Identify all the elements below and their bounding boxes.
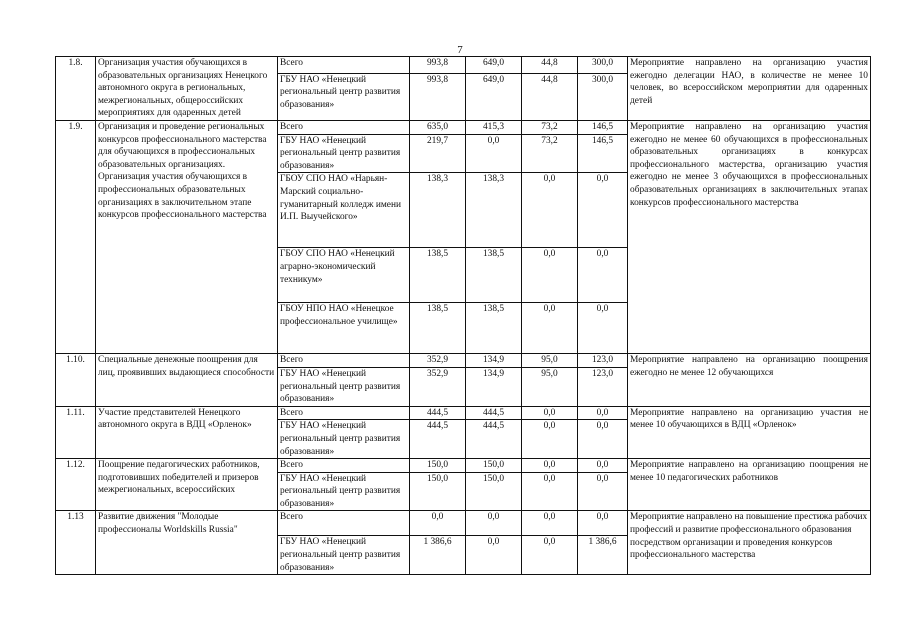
executor-label: ГБУ НАО «Ненецкий региональный центр развития образования» <box>278 367 410 406</box>
executor-label: ГБОУ СПО НАО «Нарьян-Марский социально-гуманитарный колледж имени И.П. Выучейского» <box>278 173 410 248</box>
activity-description: Мероприятие направлено на организацию поощрения не менее 10 педагогических работников <box>628 459 871 511</box>
value-cell: 352,9 <box>410 367 466 406</box>
value-cell: 993,8 <box>410 57 466 74</box>
value-cell: 0,0 <box>522 406 578 420</box>
table-row <box>56 120 871 134</box>
executor-label: ГБОУ НПО НАО «Ненецкое профессиональное училище» <box>278 303 410 354</box>
value-cell: 0,0 <box>466 511 522 536</box>
value-cell: 73,2 <box>522 134 578 173</box>
program-activities-table <box>55 56 871 575</box>
executor-label: ГБУ НАО «Ненецкий региональный центр развития образования» <box>278 536 410 575</box>
value-cell: 150,0 <box>466 459 522 473</box>
value-cell: 95,0 <box>522 354 578 368</box>
value-cell: 95,0 <box>522 367 578 406</box>
value-cell: 0,0 <box>522 173 578 248</box>
value-cell: 300,0 <box>578 57 628 74</box>
executor-label: Всего <box>278 354 410 368</box>
value-cell: 73,2 <box>522 120 578 134</box>
value-cell: 138,5 <box>410 303 466 354</box>
value-cell: 635,0 <box>410 120 466 134</box>
executor-label: ГБУ НАО «Ненецкий региональный центр развития образования» <box>278 472 410 511</box>
table-row <box>56 459 871 473</box>
value-cell: 0,0 <box>578 248 628 303</box>
value-cell: 1 386,6 <box>410 536 466 575</box>
row-number: 1.10. <box>56 354 96 406</box>
activity-name: Организация участия обучающихся в образовательных организациях Ненецкого автономного округа в региональных, межрегиональных, общероссийских мероприятиях для одаренных детей <box>96 57 278 121</box>
value-cell: 150,0 <box>410 459 466 473</box>
executor-label: ГБУ НАО «Ненецкий региональный центр развития образования» <box>278 420 410 459</box>
value-cell: 138,3 <box>466 173 522 248</box>
value-cell: 0,0 <box>578 420 628 459</box>
value-cell: 0,0 <box>410 511 466 536</box>
value-cell: 146,5 <box>578 134 628 173</box>
value-cell: 1 386,6 <box>578 536 628 575</box>
value-cell: 0,0 <box>522 536 578 575</box>
activity-name: Участие представителей Ненецкого автономного округа в ВДЦ «Орленок» <box>96 406 278 458</box>
value-cell: 0,0 <box>522 248 578 303</box>
value-cell: 134,9 <box>466 367 522 406</box>
value-cell: 138,5 <box>466 303 522 354</box>
table-row <box>56 57 871 74</box>
table-row <box>56 354 871 368</box>
value-cell: 138,3 <box>410 173 466 248</box>
executor-label: ГБУ НАО «Ненецкий региональный центр развития образования» <box>278 134 410 173</box>
row-number: 1.13 <box>56 511 96 575</box>
value-cell: 0,0 <box>466 536 522 575</box>
value-cell: 444,5 <box>410 406 466 420</box>
value-cell: 0,0 <box>522 420 578 459</box>
value-cell: 649,0 <box>466 73 522 120</box>
value-cell: 300,0 <box>578 73 628 120</box>
executor-label: Всего <box>278 406 410 420</box>
value-cell: 444,5 <box>410 420 466 459</box>
table-row <box>56 406 871 420</box>
value-cell: 444,5 <box>466 406 522 420</box>
value-cell: 649,0 <box>466 57 522 74</box>
value-cell: 415,3 <box>466 120 522 134</box>
row-number: 1.8. <box>56 57 96 121</box>
value-cell: 134,9 <box>466 354 522 368</box>
row-number: 1.12. <box>56 459 96 511</box>
value-cell: 0,0 <box>522 511 578 536</box>
page-number: 7 <box>457 44 463 56</box>
value-cell: 0,0 <box>522 459 578 473</box>
value-cell: 444,5 <box>466 420 522 459</box>
value-cell: 0,0 <box>578 511 628 536</box>
activity-name: Поощрение педагогических работников, подготовивших победителей и призеров межрегиональных, всероссийских <box>96 459 278 511</box>
executor-label: Всего <box>278 459 410 473</box>
activity-description: Мероприятие направлено на организацию участия не менее 10 обучающихся в ВДЦ «Орленок» <box>628 406 871 458</box>
value-cell: 44,8 <box>522 73 578 120</box>
value-cell: 0,0 <box>466 134 522 173</box>
executor-label: ГБОУ СПО НАО «Ненецкий аграрно-экономический техникум» <box>278 248 410 303</box>
activity-description: Мероприятие направлено на организацию поощрения ежегодно не менее 12 обучающихся <box>628 354 871 406</box>
activity-name: Развитие движения "Молодые профессионалы Worldskills Russia" <box>96 511 278 575</box>
value-cell: 0,0 <box>578 406 628 420</box>
executor-label: Всего <box>278 57 410 74</box>
table-row <box>56 511 871 536</box>
value-cell: 138,5 <box>466 248 522 303</box>
activity-description: Мероприятие направлено на повышение престижа рабочих профессий и развитие профессионального образования посредством организации и проведения конкурсов профессионального мастерства <box>628 511 871 575</box>
activity-name: Организация и проведение региональных конкурсов профессионального мастерства для обучающихся в профессиональных образовательных организациях. Организация участия обучающихся в профессиональных образовательных организациях в заключительном этапе конкурсов профессионального мастерства <box>96 120 278 353</box>
value-cell: 352,9 <box>410 354 466 368</box>
value-cell: 0,0 <box>578 459 628 473</box>
executor-label: Всего <box>278 511 410 536</box>
activity-description: Мероприятие направлено на организацию участия ежегодно делегации НАО, в количестве не менее 10 человек, во всероссийском мероприятии для одаренных детей <box>628 57 871 121</box>
value-cell: 0,0 <box>578 472 628 511</box>
value-cell: 993,8 <box>410 73 466 120</box>
activity-description: Мероприятие направлено на организацию участия ежегодно не менее 60 обучающихся в профессиональных образовательных организациях в конкурсах профессионального мастерства, организацию участия ежегодно не менее 3 обучающихся в профессиональных образовательных организациях в заключительных этапах конкурсов профессионального мастерства <box>628 120 871 353</box>
activity-name: Специальные денежные поощрения для лиц, проявивших выдающиеся способности <box>96 354 278 406</box>
value-cell: 123,0 <box>578 367 628 406</box>
value-cell: 146,5 <box>578 120 628 134</box>
value-cell: 150,0 <box>466 472 522 511</box>
value-cell: 0,0 <box>522 303 578 354</box>
row-number: 1.9. <box>56 120 96 353</box>
executor-label: Всего <box>278 120 410 134</box>
value-cell: 44,8 <box>522 57 578 74</box>
value-cell: 219,7 <box>410 134 466 173</box>
value-cell: 123,0 <box>578 354 628 368</box>
row-number: 1.11. <box>56 406 96 458</box>
executor-label: ГБУ НАО «Ненецкий региональный центр развития образования» <box>278 73 410 120</box>
value-cell: 138,5 <box>410 248 466 303</box>
value-cell: 150,0 <box>410 472 466 511</box>
value-cell: 0,0 <box>578 173 628 248</box>
value-cell: 0,0 <box>578 303 628 354</box>
value-cell: 0,0 <box>522 472 578 511</box>
